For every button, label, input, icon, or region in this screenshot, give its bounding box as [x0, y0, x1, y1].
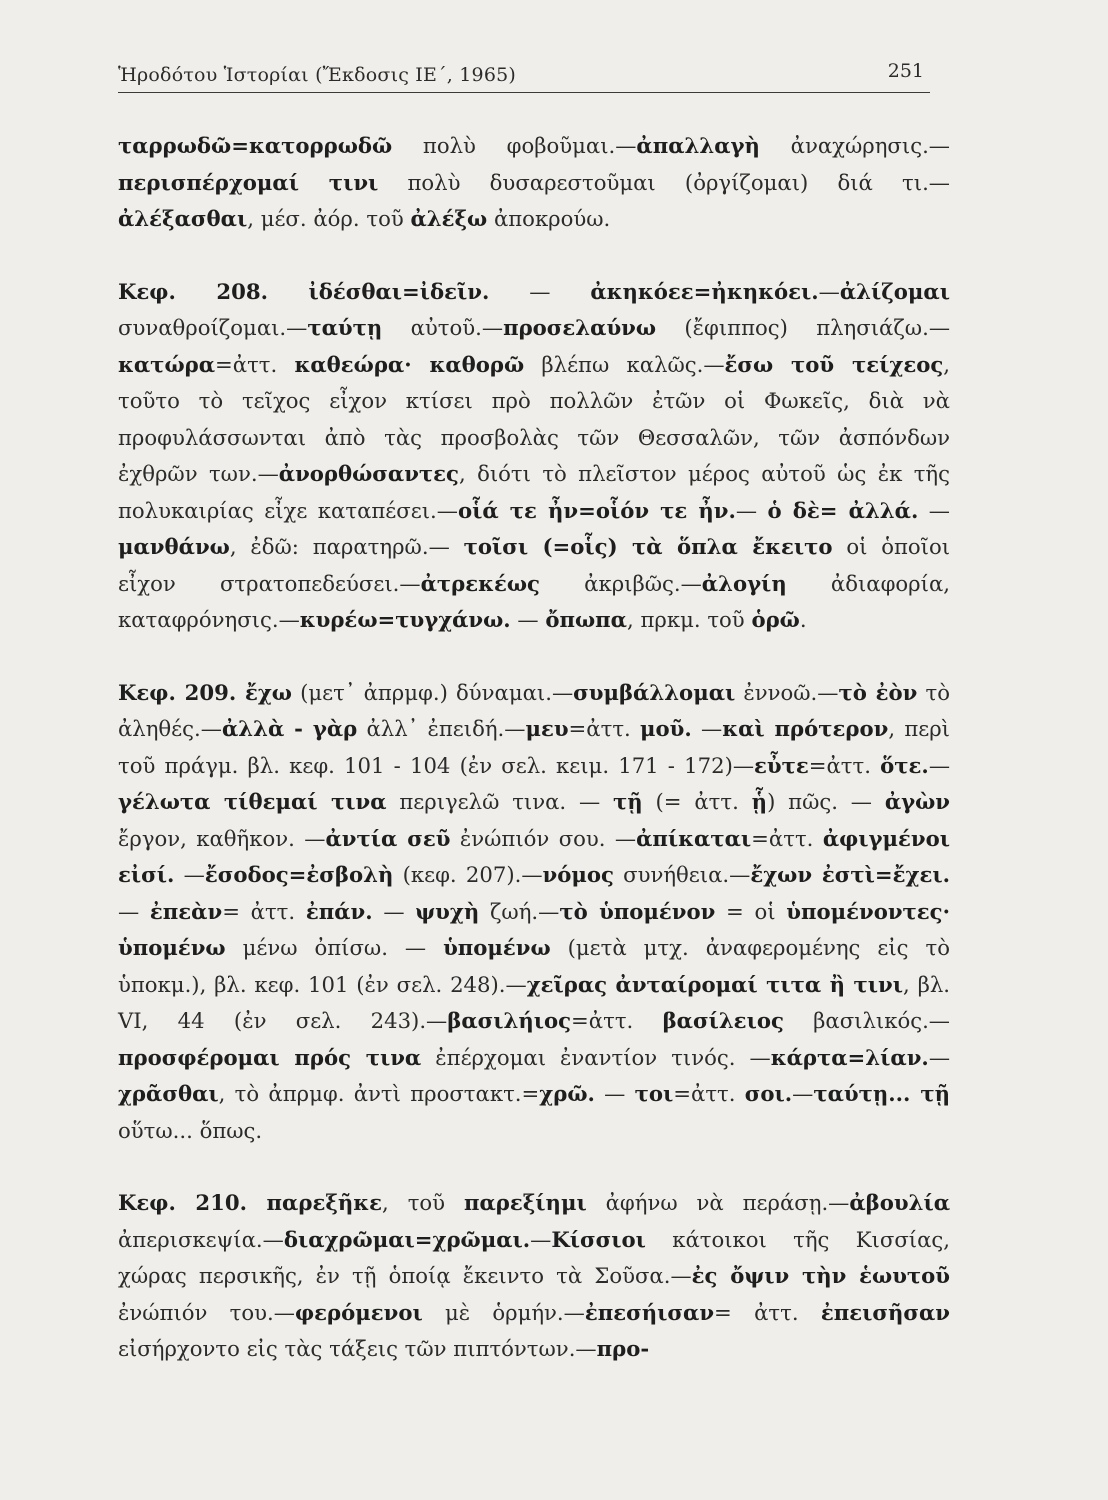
gloss: ἀκριβῶς.—	[539, 570, 702, 596]
gloss: (κεφ. 207).—	[393, 862, 543, 887]
gloss: ) πῶς. —	[767, 789, 885, 814]
lemma: διαχρῶμαι=χρῶμαι.	[283, 1226, 531, 1252]
lemma: ὁ δὲ= ἀλλά.	[767, 497, 919, 523]
gloss: πολὺ δυσαρεστοῦμαι (ὀργίζομαι) διά τι.—	[378, 169, 950, 195]
lemma: ἀλίζομαι	[839, 278, 950, 304]
gloss: οἱ ὁποῖοι εἶχον στρατοπεδεύσει.—	[118, 534, 951, 596]
lemma: Κεφ. 210. παρεξῆκε	[118, 1190, 383, 1215]
gloss: (ἔφιππος) πλησιάζω.—	[656, 315, 951, 340]
gloss: =ἀττ.	[808, 752, 881, 778]
gloss: βλέπω καλῶς.—	[524, 351, 725, 377]
lemma: ἀλέξω	[410, 206, 488, 231]
gloss: τὸ ἀληθές.—	[118, 679, 950, 741]
gloss: —	[594, 1081, 635, 1106]
lemma: μοῦ.	[640, 716, 692, 741]
gloss: —	[118, 898, 150, 924]
gloss: , τὸ ἀπρμφ. ἀντὶ προστακτ.=	[218, 1081, 540, 1106]
gloss: —	[174, 862, 205, 887]
lemma: Κεφ. 208. ἰδέσθαι=ἰδεῖν.	[118, 278, 490, 304]
lemma: ἐπεισῆσαν	[820, 1299, 950, 1325]
gloss: , τοῦτο τὸ τεῖχος εἶχον κτίσει πρὸ πολλῶν ἐτῶν οἱ Φωκεῖς, διὰ νὰ προφυλάσσωνται ἀπὸ τὰς προσβολὰς τῶν Θεσσαλῶν, τῶν ἀσπόνδων ἐχθρῶν των.—	[118, 351, 950, 486]
page-number: 251	[887, 60, 924, 82]
gloss: μὲ ὁρμήν.—	[422, 1299, 585, 1325]
gloss: =ἀττ.	[215, 351, 295, 377]
gloss: συναθροίζομαι.—	[118, 315, 308, 340]
lemma: παρεξίημι	[463, 1190, 587, 1215]
lemma: ἔσοδος=ἐσβολὴ	[204, 862, 394, 887]
gloss: = ἀττ.	[714, 1299, 821, 1325]
gloss: =ἀττ.	[751, 825, 823, 851]
lemma: χρᾶσθαι	[118, 1081, 219, 1106]
lemma: ἀλέξασθαι	[118, 206, 248, 231]
lemma: Κίσσιοι	[551, 1226, 646, 1252]
lemma: κάρτα=λίαν.	[770, 1044, 929, 1070]
gloss: ζωή.—	[479, 898, 560, 924]
lemma: βασίλειος	[662, 1008, 784, 1033]
lemma: φερόμενοι	[294, 1299, 423, 1325]
gloss: (μετ᾽ ἀπρμφ.) δύναμαι.—	[291, 679, 574, 705]
lemma: ἀγὼν	[884, 789, 951, 814]
chapter-paragraph	[118, 675, 950, 1150]
gloss: αὐτοῦ.—	[382, 315, 504, 340]
lemma: ἀλλὰ - γὰρ	[221, 716, 358, 741]
header-title: Ἡροδότου Ἱστορίαι (Ἔκδοσις ΙΕ΄, 1965)	[118, 64, 517, 86]
commentary-body	[118, 128, 950, 1368]
lemma: ἐπάν.	[305, 898, 373, 924]
lemma: ἀπαλλαγὴ	[636, 133, 760, 158]
lemma: καθεώρα· καθορῶ	[294, 351, 525, 377]
gloss: βασιλικός.—	[783, 1008, 950, 1033]
gloss: =ἀττ.	[571, 1008, 663, 1033]
gloss: —	[928, 752, 950, 778]
lemma: ἀκηκόεε=ἠκηκόει.	[590, 278, 819, 304]
chapter-paragraph	[118, 274, 950, 639]
gloss: συνήθεια.—	[613, 862, 751, 887]
lemma: μευ	[525, 716, 569, 741]
lemma: κατώρα	[118, 351, 216, 377]
gloss: ἀδιαφορία, καταφρόνησις.—	[118, 570, 950, 632]
gloss: =ἀττ.	[673, 1081, 745, 1106]
lemma: τὸ ὑπομένον	[559, 898, 716, 924]
lemma: χρῶ.	[539, 1081, 595, 1106]
gloss: πολὺ φοβοῦμαι.—	[392, 133, 637, 158]
lemma: τοι	[634, 1081, 674, 1106]
lemma: ᾗ	[751, 789, 768, 814]
gloss: ἐπέρχομαι ἐναντίον τινός. —	[421, 1044, 771, 1070]
lemma: οἷά τε ἦν=οἷόν τε ἦν.	[457, 497, 736, 523]
gloss: (μετὰ μτχ. ἀναφερομένης εἰς τὸ ὑποκμ.), βλ. κεφ. 101 (ἐν σελ. 248).—	[118, 935, 950, 997]
lemma: γέλωτα τίθεμαί τινα	[118, 789, 387, 814]
gloss: ἀποκρούω.	[487, 206, 611, 231]
gloss: —	[510, 607, 546, 632]
lemma: συμβάλλομαι	[573, 679, 736, 705]
lemma: ἀτρεκέως	[420, 570, 540, 596]
lemma: νόμος	[542, 862, 614, 887]
gloss: , τοῦ	[382, 1190, 464, 1215]
lemma: ἔχων ἐστὶ=ἔχει.	[750, 862, 950, 887]
gloss: , διότι τὸ πλεῖστον μέρος αὐτοῦ ὡς ἐκ τῆς πολυκαιρίας εἶχε καταπέσει.—	[118, 461, 950, 523]
lemma: Κεφ. 209. ἔχω	[118, 679, 292, 705]
lemma: τοῖσι (=οἷς) τὰ ὅπλα ἔκειτο	[463, 534, 833, 559]
lemma: ἀντία σεῦ	[325, 825, 451, 851]
gloss: ἀπερισκεψία.—	[118, 1226, 284, 1252]
lemma: προσελαύνω	[503, 315, 657, 340]
lemma: εὖτε	[754, 752, 809, 778]
lemma: περισπέρχομαί τινι	[118, 169, 379, 195]
gloss: .	[799, 607, 807, 632]
gloss: , ἐδῶ: παρατηρῶ.—	[229, 534, 464, 559]
gloss: = οἱ	[715, 898, 787, 924]
lemma: ἐς ὄψιν τὴν ἑωυτοῦ	[691, 1263, 950, 1288]
lemma: τῇ	[613, 789, 643, 814]
gloss: —	[530, 1226, 552, 1252]
lemma: ὑπομένοντες· ὑπομένω	[118, 898, 950, 960]
gloss: —	[792, 1081, 814, 1106]
gloss: =ἀττ.	[568, 716, 641, 741]
lemma: ὑπομένω	[443, 935, 551, 960]
chapter-paragraph	[118, 1185, 950, 1368]
lemma: μανθάνω	[118, 534, 230, 559]
lemma: ἐπεὰν	[149, 898, 223, 924]
gloss: οὕτω... ὅπως.	[118, 1117, 263, 1143]
gloss: —	[735, 497, 768, 523]
lemma: ταύτῃ	[307, 315, 383, 340]
lemma: ἀβουλία	[849, 1190, 950, 1215]
gloss: —	[918, 497, 950, 523]
gloss: περιγελῶ τινα. —	[386, 789, 613, 814]
gloss: , πρκμ. τοῦ	[627, 607, 752, 632]
lemma: ἀνορθώσαντες	[278, 461, 459, 486]
gloss: μένω ὀπίσω. —	[225, 935, 444, 960]
gloss: εἰσήρχοντο εἰς τὰς τάξεις τῶν πιπτόντων.—	[118, 1336, 597, 1361]
gloss: —	[489, 278, 591, 304]
lemma: ταρρωδῶ=κατορρωδῶ	[118, 133, 393, 158]
lemma: ἐπεσήισαν	[584, 1299, 715, 1325]
gloss: —	[691, 716, 723, 741]
gloss: ἀναχώρησις.—	[759, 133, 950, 158]
gloss: (= ἀττ.	[642, 789, 752, 814]
gloss: , βλ. VI, 44 (ἐν σελ. 243).—	[118, 971, 950, 1033]
lemma: ὅτε.	[880, 752, 929, 778]
lemma: προσφέρομαι πρός τινα	[118, 1044, 422, 1070]
lemma: σοι.	[744, 1081, 793, 1106]
gloss: , μέσ. ἀόρ. τοῦ	[247, 206, 411, 231]
gloss: —	[818, 278, 840, 304]
lemma: κυρέω=τυγχάνω.	[299, 607, 511, 632]
gloss: κάτοικοι τῆς Κισσίας, χώρας περσικῆς, ἐν τῇ ὁποίᾳ ἔκειντο τὰ Σοῦσα.—	[118, 1226, 950, 1288]
lemma: ὄπωπα	[545, 607, 627, 632]
lemma: βασιλήιος	[447, 1008, 572, 1033]
gloss: ἐνώπιόν σου. —	[450, 825, 637, 851]
gloss: —	[928, 1044, 950, 1070]
gloss: ἐνώπιόν του.—	[118, 1299, 295, 1325]
gloss: ἀφήνω νὰ περάσῃ.—	[586, 1190, 850, 1215]
gloss: ἀλλ᾽ ἐπειδή.—	[357, 716, 526, 741]
lemma: ἔσω τοῦ τείχεος	[724, 351, 944, 377]
lemma: ψυχὴ	[415, 898, 480, 924]
gloss: , περὶ τοῦ πράγμ. βλ. κεφ. 101 - 104 (ἐν σελ. κειμ. 171 - 172)—	[118, 716, 950, 778]
paragraph	[118, 128, 950, 238]
gloss: ἐννοῶ.—	[735, 679, 839, 705]
lemma: τὸ ἐὸν	[838, 679, 918, 705]
gloss: = ἀττ.	[222, 898, 306, 924]
lemma: καὶ πρότερον	[722, 716, 889, 741]
lemma: ἀπίκαται	[636, 825, 752, 851]
running-header	[118, 60, 930, 93]
gloss: ἔργον, καθῆκον. —	[118, 825, 326, 851]
lemma: ὁρῶ	[751, 607, 800, 632]
lemma: χεῖρας ἀνταίρομαί τιτα ἢ τινι	[526, 971, 904, 997]
gloss: —	[372, 898, 416, 924]
lemma: ἀλογίη	[701, 570, 787, 596]
lemma: ταύτῃ... τῇ	[813, 1081, 950, 1106]
lemma: προ-	[596, 1336, 650, 1361]
lemma: ἀφιγμένοι εἰσί.	[118, 825, 950, 887]
